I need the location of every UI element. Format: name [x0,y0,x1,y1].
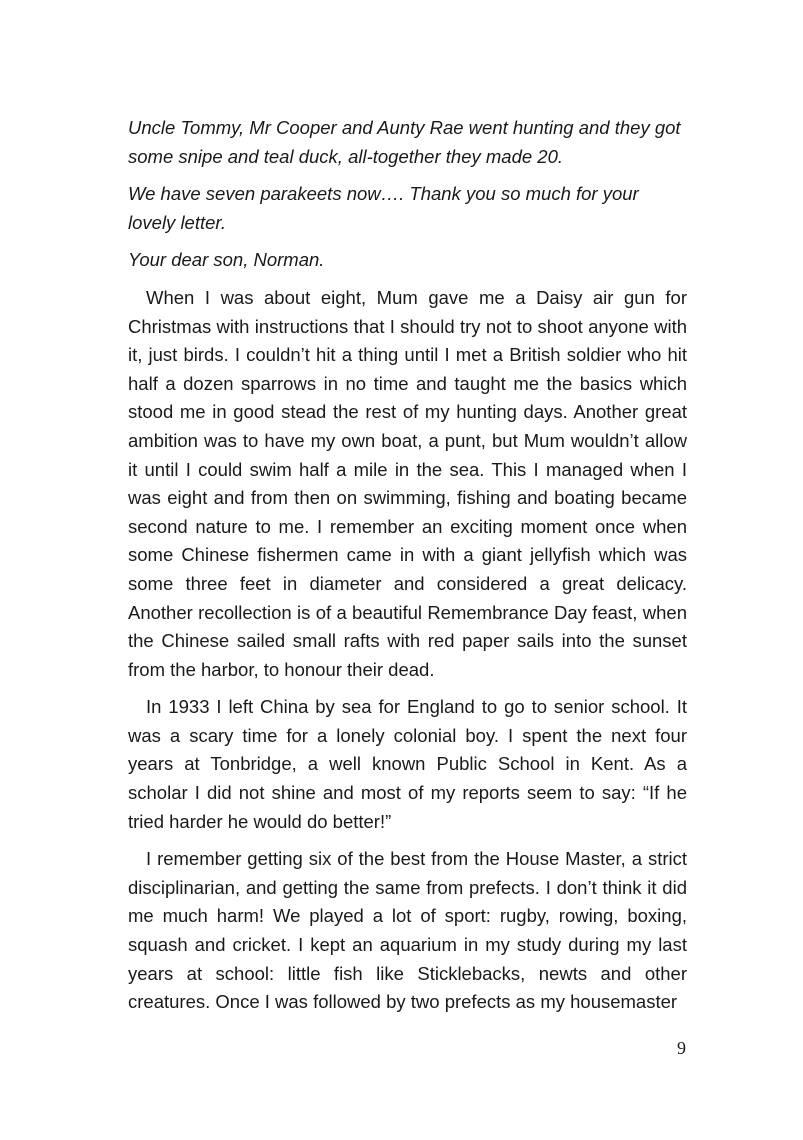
page-number: 9 [677,1038,686,1058]
letter-line-1: Uncle Tommy, Mr Cooper and Aunty Rae went hunting and they got some snipe and teal duck, all-together they made 20. [128,117,681,167]
paragraph-school-memories: I remember getting six of the best from the House Master, a strict disciplinarian, and getting the same from prefects. I don’t think it did me much harm! We played a lot of sport: rugby, rowing, boxing, squash and cricket. I kept an aquarium in my study during my last years at school: little fish like Sticklebacks, newts and other creatures. Once I was followed by two prefects as my housemaster [128,848,687,1013]
paragraph-school-england: In 1933 I left China by sea for England to go to senior school. It was a scary time for a lonely colonial boy. I spent the next four years at Tonbridge, a well known Public School in Kent. As a scholar I did not shine and most of my reports seem to say: “If he tried harder he would do better!” [128,696,687,832]
letter-signoff: Your dear son, Norman. [128,249,325,271]
page-body [128,114,687,1026]
letter-line-2: We have seven parakeets now…. Thank you so much for your lovely letter. [128,183,639,233]
paragraph-childhood: When I was about eight, Mum gave me a Daisy air gun for Christmas with instructions that I should try not to shoot anyone with it, just birds. I couldn’t hit a thing until I met a British soldier who hit half a dozen sparrows in no time and taught me the basics which stood me in good stead the rest of my hunting days. Another great ambition was to have my own boat, a punt, but Mum wouldn’t allow it until I could swim half a mile in the sea. This I managed when I was eight and from then on swimming, fishing and boating became second nature to me. I remember an exciting moment once when some Chinese fishermen came in with a giant jellyfish which was some three feet in diameter and considered a great delicacy. Another recollection is of a beautiful Remembrance Day feast, when the Chinese sailed small rafts with red paper sails into the sunset from the harbor, to honour their dead. [128,286,687,680]
